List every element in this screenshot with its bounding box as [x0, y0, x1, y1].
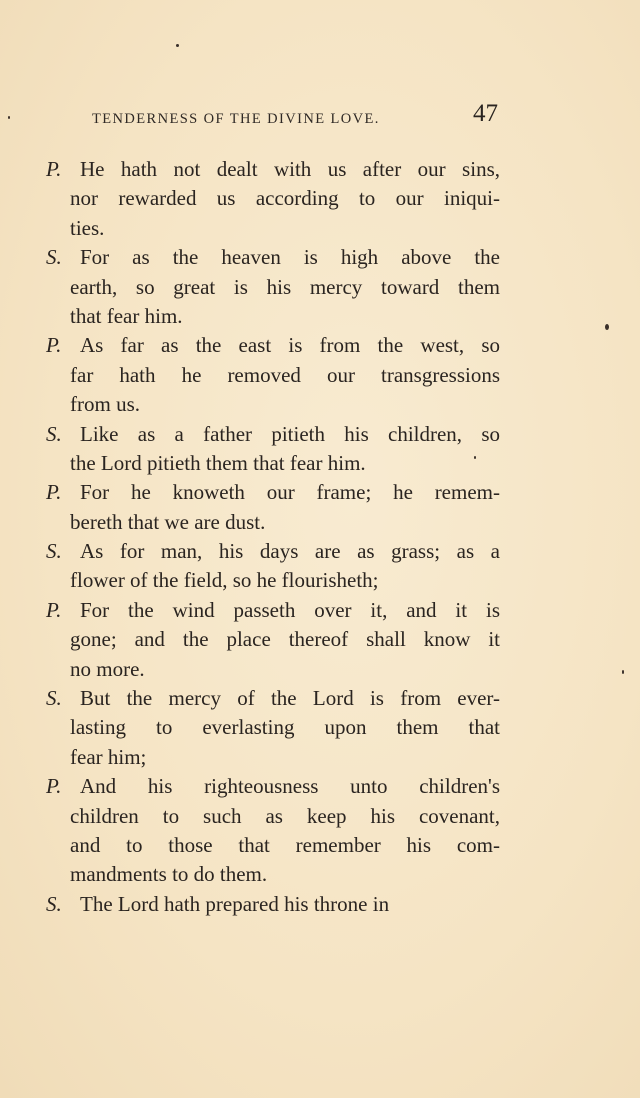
verse-line	[46, 890, 500, 919]
responsive-reading	[46, 155, 500, 919]
verse-paragraph	[46, 684, 500, 772]
speaker-label: S.	[46, 421, 62, 446]
running-head	[92, 100, 502, 132]
verse-text: And his righteousness unto children's	[80, 774, 500, 799]
verse-line: from us.	[70, 392, 140, 417]
verse-line: and to those that remember his com-	[70, 832, 500, 857]
verse-line: bereth that we are dust.	[70, 509, 266, 534]
verse-paragraph	[46, 537, 500, 596]
paper-speck	[474, 456, 476, 459]
verse-paragraph	[46, 890, 500, 919]
speaker-label: S.	[46, 539, 62, 564]
speaker-label: S.	[46, 891, 62, 916]
page-number: 47	[473, 100, 498, 127]
verse-line	[46, 684, 500, 713]
verse-line: earth, so great is his mercy toward them	[70, 274, 500, 299]
verse-line	[46, 420, 500, 449]
verse-line	[46, 155, 500, 184]
verse-line	[46, 478, 500, 507]
verse-line: children to such as keep his covenant,	[70, 803, 500, 828]
verse-paragraph	[46, 478, 500, 537]
paper-speck	[622, 670, 624, 674]
verse-line: fear him;	[70, 744, 147, 769]
verse-line: the Lord pitieth them that fear him.	[70, 450, 366, 475]
verse-text: As far as the east is from the west, so	[80, 333, 500, 358]
paper-speck	[8, 116, 10, 119]
paper-speck	[605, 324, 609, 330]
verse-text: But the mercy of the Lord is from ever-	[80, 686, 500, 711]
verse-line: no more.	[70, 656, 145, 681]
verse-line	[46, 537, 500, 566]
speaker-label: P.	[46, 480, 62, 505]
verse-line: lasting to everlasting upon them that	[70, 715, 500, 740]
speaker-label: P.	[46, 597, 62, 622]
verse-paragraph	[46, 331, 500, 419]
verse-paragraph	[46, 420, 500, 479]
running-head-title: TENDERNESS OF THE DIVINE LOVE.	[92, 111, 380, 127]
verse-text: He hath not dealt with us after our sins,	[80, 157, 500, 181]
verse-text: For he knoweth our frame; he remem-	[80, 480, 500, 505]
verse-text: As for man, his days are as grass; as a	[80, 539, 500, 564]
verse-line	[46, 596, 500, 625]
verse-line: far hath he removed our transgressions	[70, 362, 500, 387]
verse-text: For the wind passeth over it, and it is	[80, 597, 500, 622]
verse-line: gone; and the place thereof shall know it	[70, 627, 500, 652]
verse-text: Like as a father pitieth his children, so	[80, 421, 500, 446]
verse-paragraph	[46, 243, 500, 331]
verse-line	[46, 772, 500, 801]
paper-speck	[176, 44, 179, 47]
speaker-label: P.	[46, 333, 62, 358]
speaker-label: S.	[46, 245, 62, 270]
verse-paragraph	[46, 155, 500, 243]
verse-text: The Lord hath prepared his throne in	[80, 891, 390, 916]
speaker-label: S.	[46, 686, 62, 711]
verse-text: For as the heaven is high above the	[80, 245, 500, 270]
verse-line: ties.	[70, 215, 105, 240]
verse-paragraph	[46, 596, 500, 684]
verse-line: mandments to do them.	[70, 862, 268, 887]
verse-line: nor rewarded us according to our iniqui-	[70, 186, 500, 211]
verse-line	[46, 243, 500, 272]
verse-line	[46, 331, 500, 360]
speaker-label: P.	[46, 774, 62, 799]
verse-paragraph	[46, 772, 500, 890]
verse-line: that fear him.	[70, 303, 183, 328]
speaker-label: P.	[46, 157, 62, 181]
verse-line: flower of the field, so he flourisheth;	[70, 568, 379, 593]
